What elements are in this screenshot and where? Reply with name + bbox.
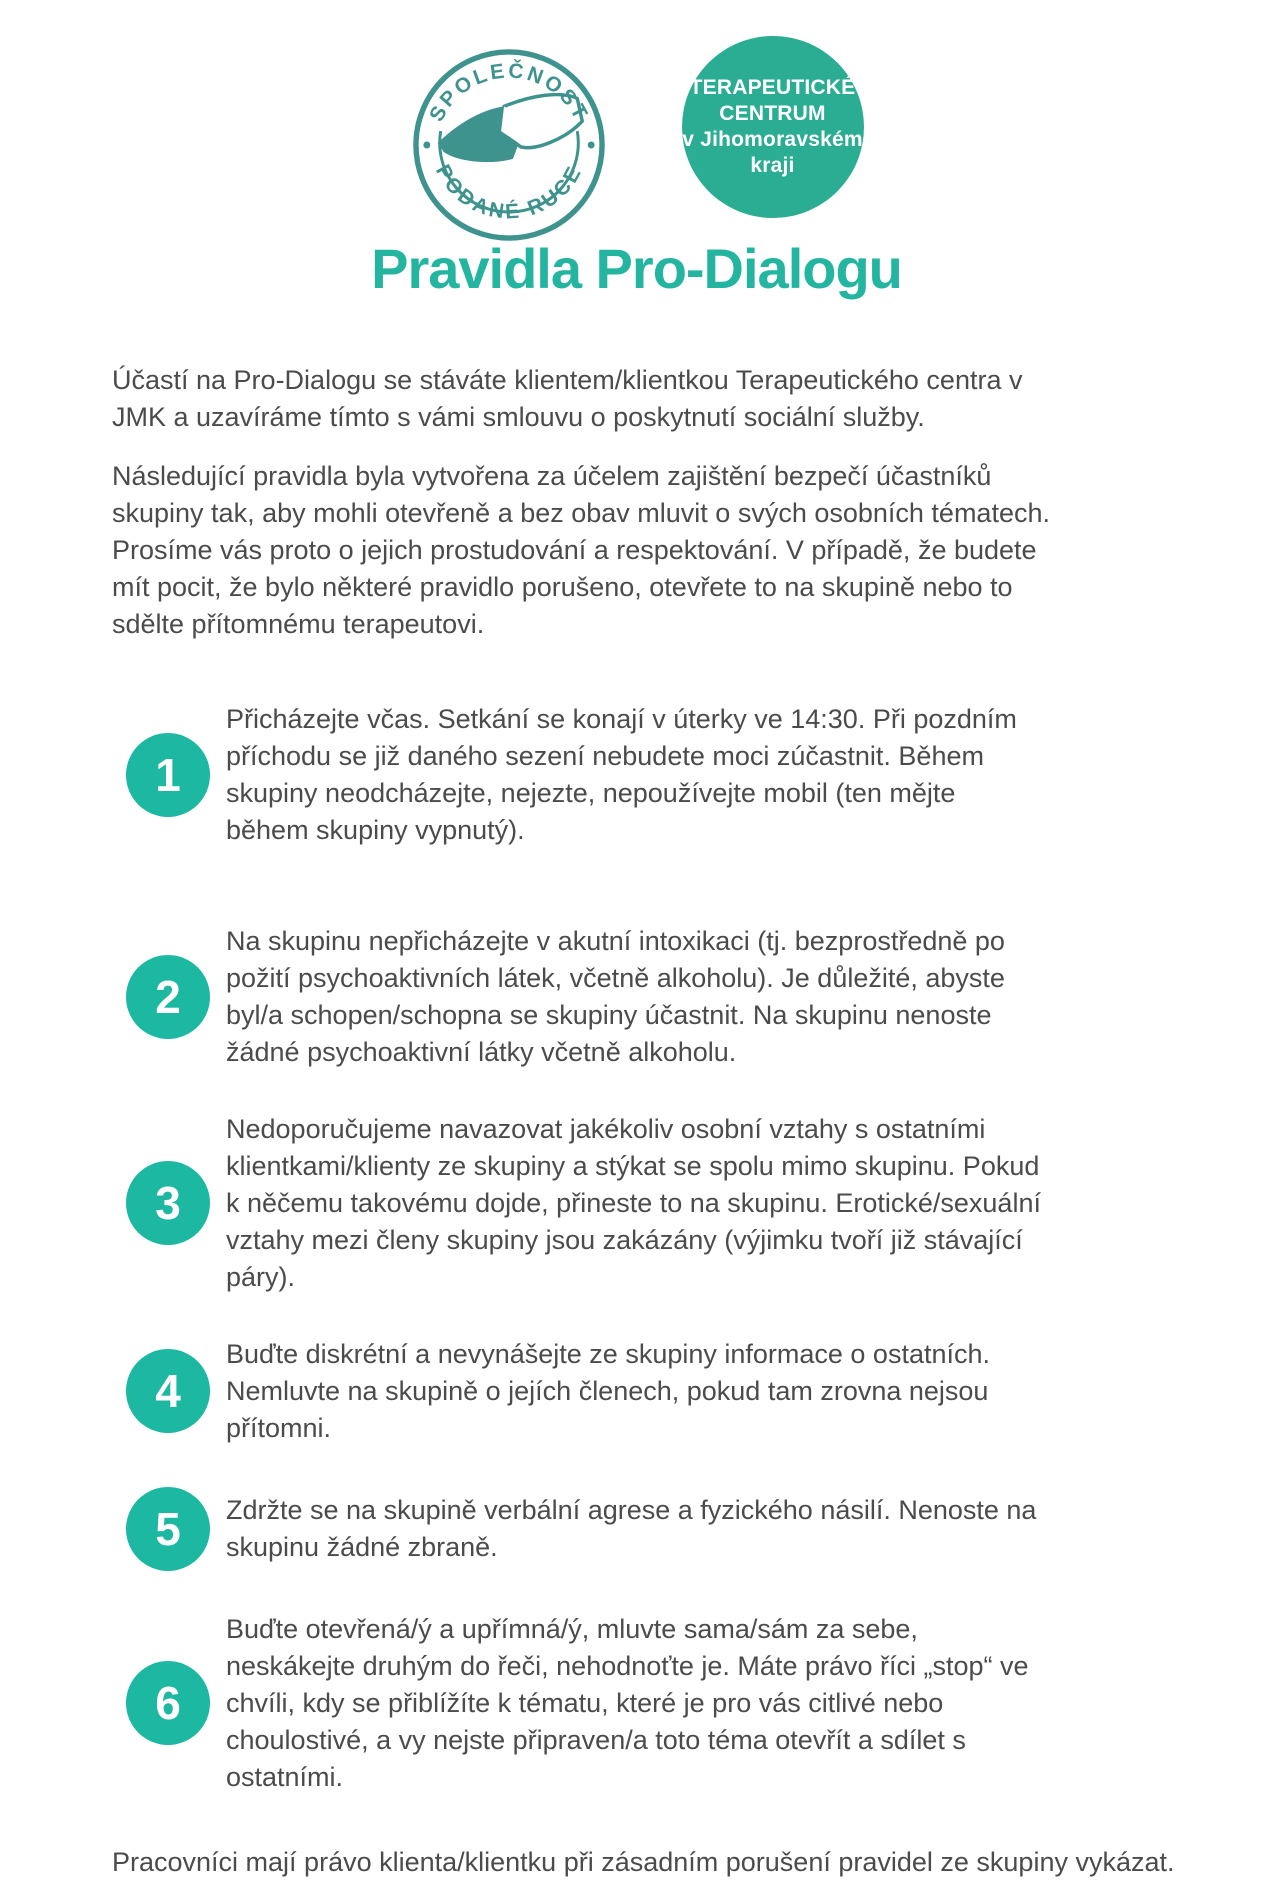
rule-row (126, 1487, 1273, 1571)
rule-number: 6 (126, 1661, 210, 1745)
rule-text: Buďte diskrétní a nevynášejte ze skupiny informace o ostatních. Nemluvte na skupině o jejích členech, pokud tam zrovna nejsou přítomni. (226, 1338, 991, 1443)
badge-line: kraji (750, 154, 795, 177)
page-title: Pravidla Pro-Dialogu (371, 237, 902, 300)
rule-row (126, 923, 1273, 1071)
rule-number: 2 (126, 955, 210, 1039)
rule-number: 4 (126, 1349, 210, 1433)
rule-text: Nedoporučujeme navazovat jakékoliv osobní vztahy s ostatními klientkami/klienty ze skupiny a stýkat se spolu mimo skupinu. Pokud k něčemu takovému dojde, přineste to na skupinu. Erotické/sexuální vztahy mezi členy skupiny jsou zakázány (výjimku tvoří již stávající páry). (226, 1113, 1041, 1292)
rule-text: Na skupinu nepřicházejte v akutní intoxikaci (tj. bezprostředně po požití psychoaktivních látek, včetně alkoholu). Je důležité, abyste byl/a schopen/schopna se skupiny účastnit. Na skupinu nenoste žádné psychoaktivní látky včetně alkoholu. (226, 925, 1005, 1067)
rule-text: Zdržte se na skupině verbální agrese a fyzického násilí. Nenoste na skupinu žádné zbraně. (226, 1494, 1037, 1562)
logo-left-dot (423, 142, 430, 149)
badge-line: v Jihomoravském (682, 128, 863, 151)
podane-ruce-logo (410, 46, 608, 244)
rule-row (126, 701, 1273, 849)
header (0, 0, 1273, 244)
badge-line: CENTRUM (719, 102, 826, 125)
footer-note: Pracovníci mají právo klienta/klientku při zásadním porušení pravidel ze skupiny vykázat. (112, 1846, 1175, 1877)
rule-row (126, 1111, 1273, 1296)
rule-row (126, 1611, 1273, 1796)
terapeuticke-centrum-badge (682, 36, 864, 218)
rules-list (0, 701, 1273, 1796)
intro-paragraph-1: Účastí na Pro-Dialogu se stáváte klientem/klientkou Terapeutického centra v JMK a uzavíráme tímto s vámi smlouvu o poskytnutí sociální služby. (112, 364, 1023, 432)
logo-bottom-text: PODANÉ RUCE (430, 160, 587, 224)
rule-number: 1 (126, 733, 210, 817)
badge-line: TERAPEUTICKÉ (689, 76, 856, 99)
rule-text: Buďte otevřená/ý a upřímná/ý, mluvte sama/sám za sebe, neskákejte druhým do řeči, nehodnoťte je. Máte právo říci „stop“ ve chvíli, kdy se přiblížíte k tématu, které je pro vás citlivé nebo choulostivé, a vy nejste připraven/a toto téma otevřít a sdílet s ostatními. (226, 1613, 1029, 1792)
intro-paragraph-2: Následující pravidla byla vytvořena za účelem zajištění bezpečí účastníků skupiny tak, aby mohli otevřeně a bez obav mluvit o svých osobních tématech. Prosíme vás proto o jejich prostudování a respektování. V případě, že budete mít pocit, že bylo některé pravidlo porušeno, otevřete to na skupině nebo to sdělte přítomnému terapeutovi. (112, 460, 1050, 639)
svg-text:PODANÉ RUCE (431, 161, 587, 224)
rule-number: 5 (126, 1487, 210, 1571)
rule-row (126, 1336, 1273, 1447)
intro-section (112, 362, 1074, 643)
logo-right-dot (587, 142, 594, 149)
rule-number: 3 (126, 1161, 210, 1245)
logo-top-text: SPOLEČNOST (424, 59, 593, 126)
rule-text: Přicházejte včas. Setkání se konají v úterky ve 14:30. Při pozdním příchodu se již daného sezení nebudete moci zúčastnit. Během skupiny neodcházejte, nejezte, nepoužívejte mobil (ten mějte během skupiny vypnutý). (226, 703, 1017, 845)
